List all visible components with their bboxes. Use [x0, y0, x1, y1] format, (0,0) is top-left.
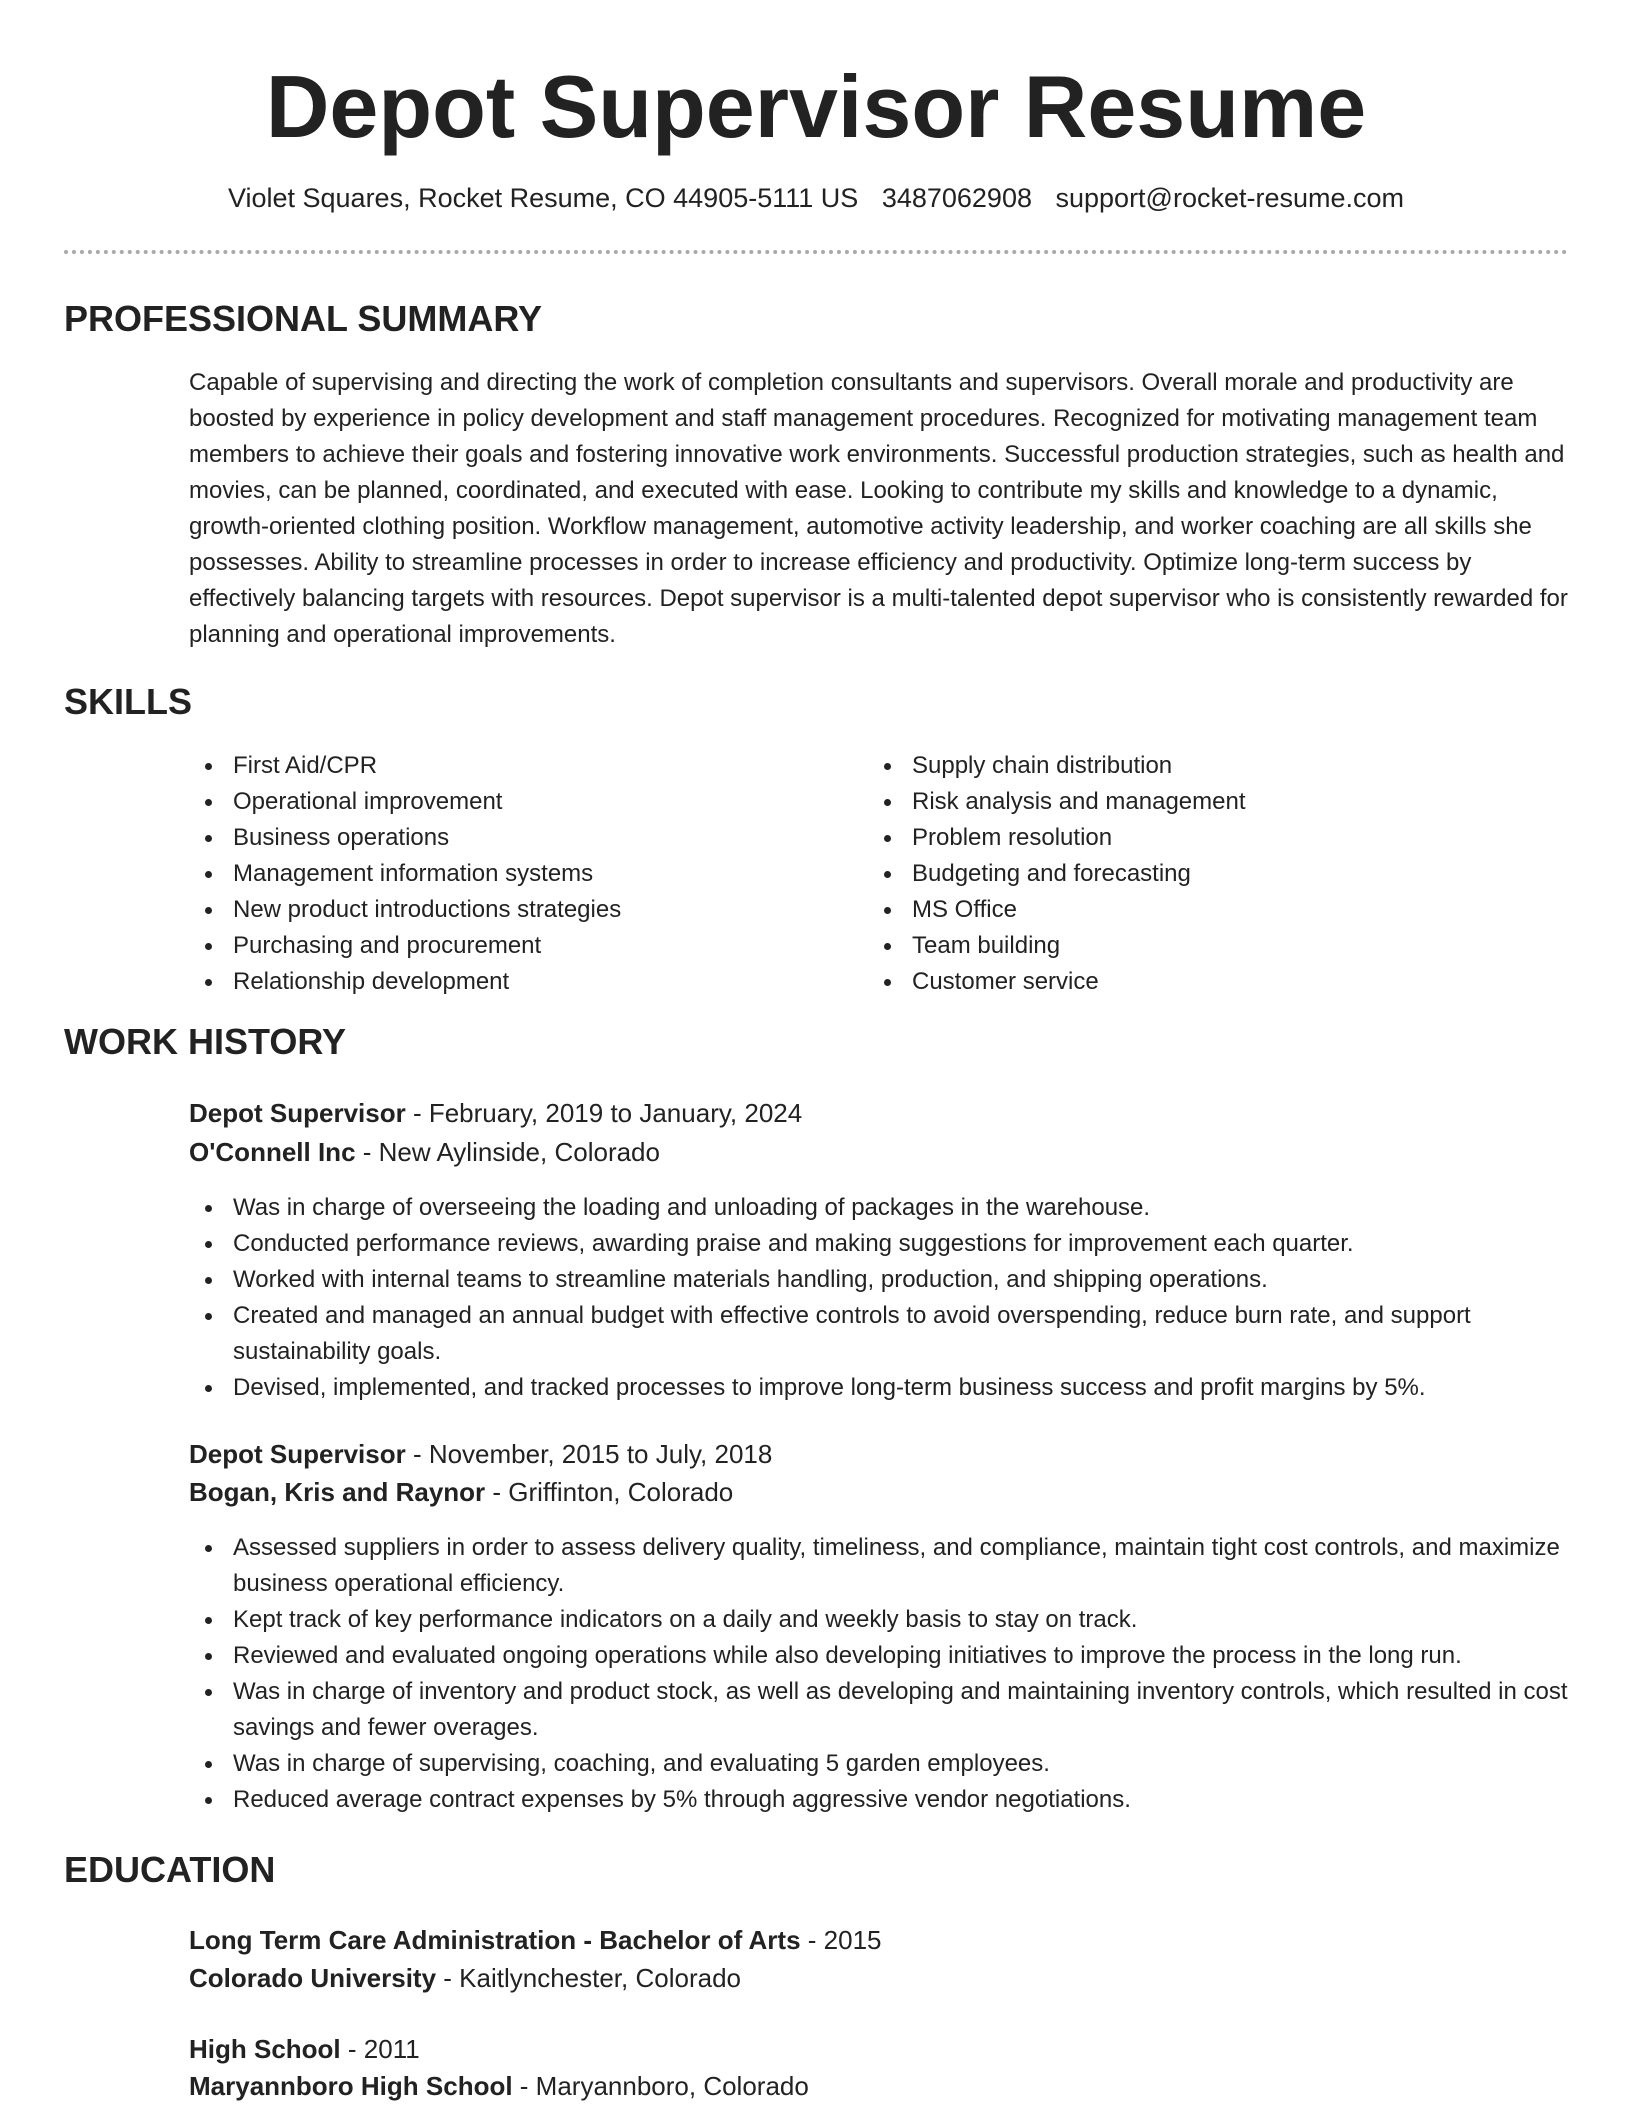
skill-item: MS Office: [868, 892, 1568, 928]
skill-item: Relationship development: [189, 964, 829, 1000]
job-location: - Griffinton, Colorado: [485, 1477, 734, 1507]
work-heading: WORK HISTORY: [64, 1021, 347, 1062]
contact-line: [0, 180, 1632, 216]
skill-item: First Aid/CPR: [189, 748, 829, 784]
job-location: - New Aylinside, Colorado: [355, 1137, 660, 1167]
summary-text: Capable of supervising and directing the work of completion consultants and supervisors. Overall morale and productivity are boosted by experience in policy development and staff management procedures. Recognized for motivating management team members to achieve their goals and fostering innovative work environments. Successful production strategies, such as health and movies, can be planned, coordinated, and executed with ease. Looking to contribute my skills and knowledge to a dynamic, growth-oriented clothing position. Workflow management, automotive activity leadership, and worker coaching are all skills she possesses. Ability to streamline processes in order to increase efficiency and productivity. Optimize long-term success by effectively balancing targets with resources. Depot supervisor is a multi-talented depot supervisor who is consistently rewarded for planning and operational improvements.: [189, 369, 1568, 648]
school-name: Maryannboro High School: [189, 2071, 513, 2101]
job-duties-list: [189, 1530, 1571, 1818]
skills-list-left: [189, 748, 829, 1000]
school-location: - Kaitlynchester, Colorado: [436, 1963, 741, 1993]
job-title-line: [189, 1435, 772, 1473]
job-title: Depot Supervisor: [189, 1098, 406, 1128]
skill-item: New product introductions strategies: [189, 892, 829, 928]
skill-item: Purchasing and procurement: [189, 928, 829, 964]
skill-item: Risk analysis and management: [868, 784, 1568, 820]
degree-year: - 2011: [340, 2034, 420, 2064]
duty-item: Created and managed an annual budget with effective controls to avoid overspending, reduce burn rate, and support sustainability goals.: [189, 1298, 1571, 1370]
school-location: - Maryannboro, Colorado: [512, 2071, 809, 2101]
duty-item: Devised, implemented, and tracked processes to improve long-term business success and profit margins by 5%.: [189, 1370, 1571, 1406]
school-line: [189, 1959, 741, 1997]
skill-item: Problem resolution: [868, 820, 1568, 856]
skill-item: Business operations: [189, 820, 829, 856]
job-dates: - November, 2015 to July, 2018: [405, 1439, 773, 1469]
job-title-line: [189, 1094, 802, 1132]
duty-item: Assessed suppliers in order to assess delivery quality, timeliness, and compliance, maintain tight cost controls, and maximize business operational efficiency.: [189, 1530, 1571, 1602]
contact-address: Violet Squares, Rocket Resume, CO 44905-5111 US: [227, 183, 859, 213]
skill-item: Supply chain distribution: [868, 748, 1568, 784]
duty-item: Was in charge of inventory and product stock, as well as developing and maintaining inventory controls, which resulted in cost savings and fewer overages.: [189, 1674, 1571, 1746]
duty-item: Conducted performance reviews, awarding praise and making suggestions for improvement each quarter.: [189, 1226, 1571, 1262]
degree-line: [189, 2030, 420, 2068]
school-name: Colorado University: [189, 1963, 437, 1993]
degree-name: High School: [189, 2034, 341, 2064]
duty-item: Was in charge of overseeing the loading and unloading of packages in the warehouse.: [189, 1190, 1571, 1226]
skills-list-right: [868, 748, 1568, 1000]
job-duties-list: [189, 1190, 1571, 1406]
header-divider: [64, 250, 1568, 254]
skill-item: Budgeting and forecasting: [868, 856, 1568, 892]
contact-phone: 3487062908: [881, 183, 1032, 213]
school-line: [189, 2067, 809, 2105]
duty-item: Reduced average contract expenses by 5% through aggressive vendor negotiations.: [189, 1782, 1571, 1818]
duty-item: Reviewed and evaluated ongoing operations while also developing initiatives to improve the process in the long run.: [189, 1638, 1571, 1674]
job-company-line: [189, 1133, 660, 1171]
skill-item: Management information systems: [189, 856, 829, 892]
skills-heading: SKILLS: [64, 681, 193, 722]
skill-item: Customer service: [868, 964, 1568, 1000]
education-heading: EDUCATION: [64, 1849, 276, 1890]
degree-line: [189, 1921, 882, 1959]
job-company-line: [189, 1473, 733, 1511]
duty-item: Kept track of key performance indicators on a daily and weekly basis to stay on track.: [189, 1602, 1571, 1638]
job-dates: - February, 2019 to January, 2024: [405, 1098, 803, 1128]
skill-item: Operational improvement: [189, 784, 829, 820]
duty-item: Was in charge of supervising, coaching, and evaluating 5 garden employees.: [189, 1746, 1571, 1782]
duty-item: Worked with internal teams to streamline materials handling, production, and shipping operations.: [189, 1262, 1571, 1298]
job-company: O'Connell Inc: [189, 1137, 356, 1167]
degree-year: - 2015: [800, 1925, 882, 1955]
skill-item: Team building: [868, 928, 1568, 964]
summary-heading: PROFESSIONAL SUMMARY: [64, 298, 543, 339]
job-company: Bogan, Kris and Raynor: [189, 1477, 486, 1507]
degree-name: Long Term Care Administration - Bachelor of Arts: [189, 1925, 801, 1955]
resume-title: Depot Supervisor Resume: [265, 57, 1367, 156]
job-title: Depot Supervisor: [189, 1439, 406, 1469]
contact-email: support@rocket-resume.com: [1055, 183, 1405, 213]
